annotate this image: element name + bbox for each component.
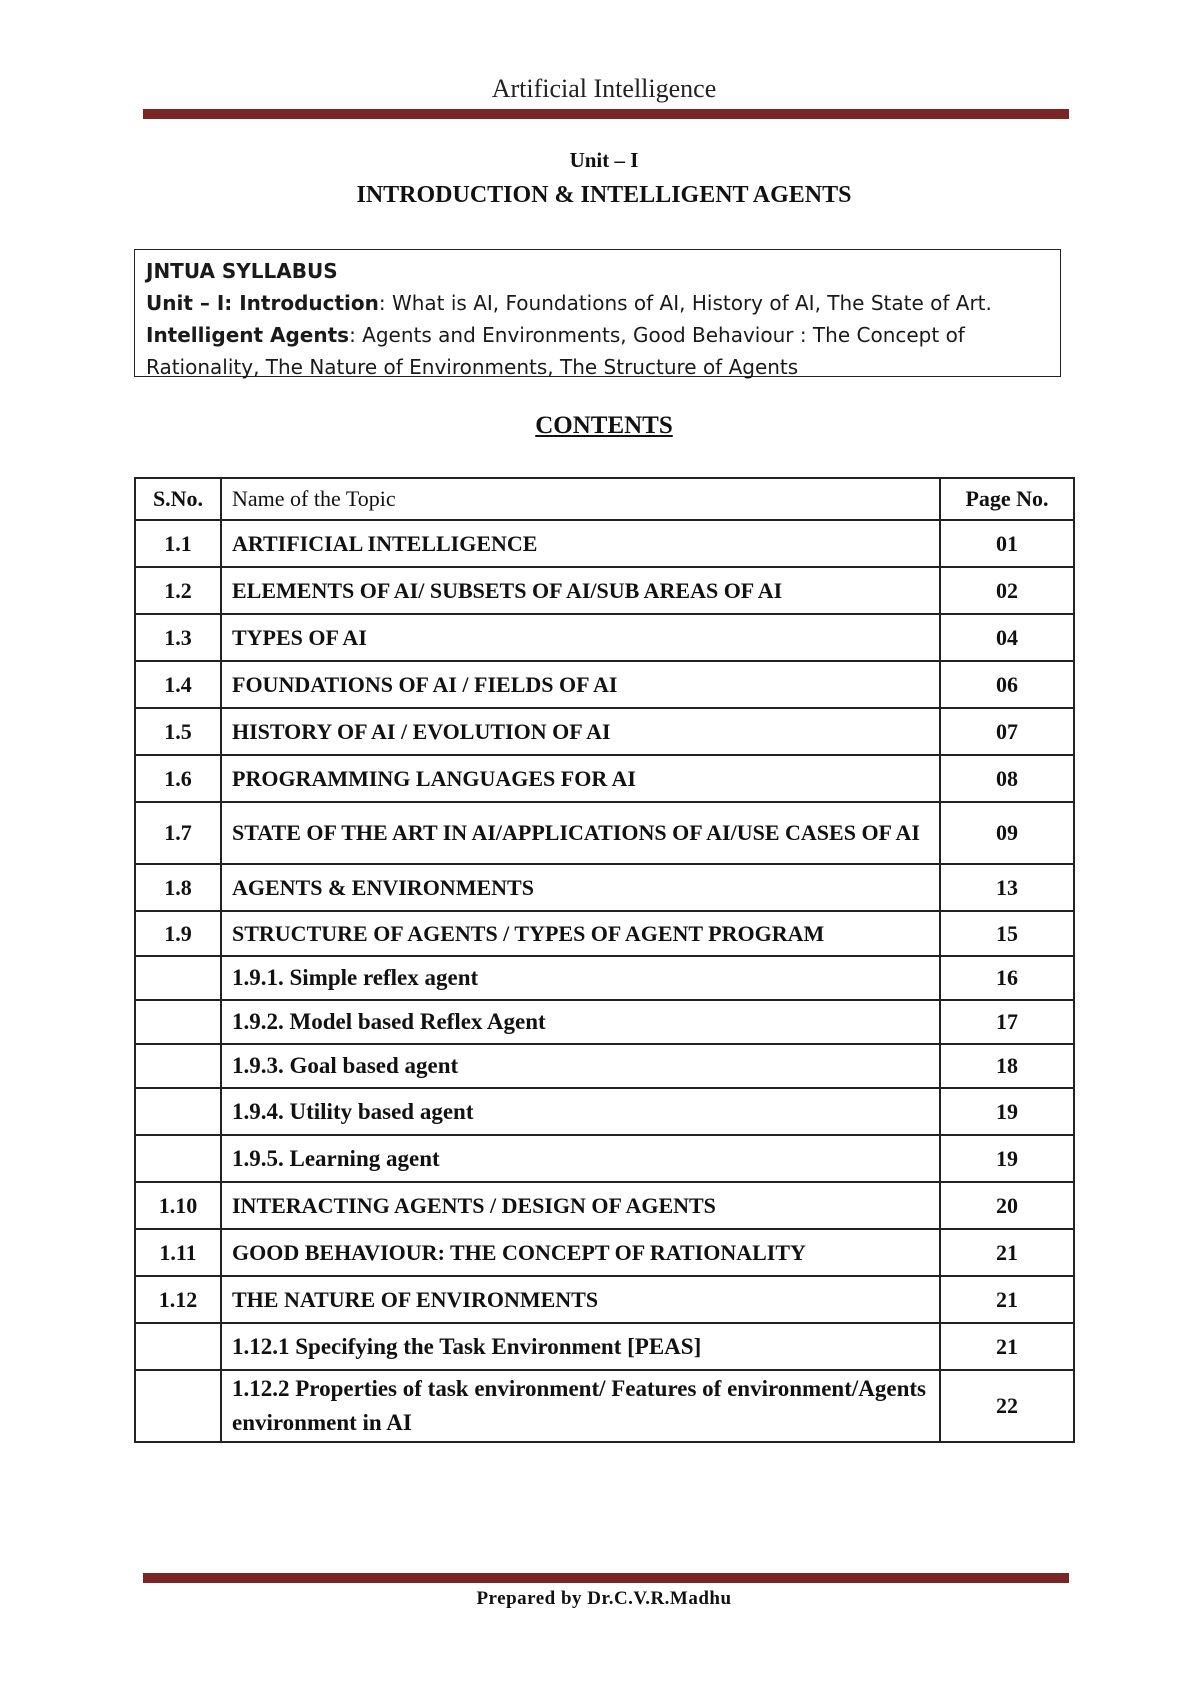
syllabus-unit-label: Unit – I: Introduction	[146, 291, 379, 315]
row-page: 22	[940, 1370, 1074, 1442]
table-row	[135, 567, 1074, 614]
table-row	[135, 1000, 1074, 1044]
row-topic: 1.12.2 Properties of task environment/ Features of environment/Agents environment in AI	[221, 1370, 940, 1442]
row-sno	[135, 956, 221, 1000]
document-header-title: Artificial Intelligence	[491, 74, 717, 103]
table-row	[135, 1182, 1074, 1229]
footer-divider	[143, 1573, 1069, 1583]
row-sno: 1.11	[135, 1229, 221, 1276]
row-page: 17	[940, 1000, 1074, 1044]
row-page: 15	[940, 911, 1074, 956]
column-header-sno: S.No.	[135, 478, 221, 520]
row-sno: 1.7	[135, 802, 221, 864]
header-divider	[143, 109, 1069, 119]
footer-prepared-by: Prepared by Dr.C.V.R.Madhu	[476, 1588, 732, 1609]
row-sno	[135, 1135, 221, 1182]
table-row	[135, 1135, 1074, 1182]
syllabus-unit-text: : What is AI, Foundations of AI, History of AI, The State of Art.	[378, 291, 992, 315]
contents-heading: CONTENTS	[535, 412, 673, 439]
row-page: 01	[940, 520, 1074, 567]
row-sno	[135, 1044, 221, 1088]
row-page: 09	[940, 802, 1074, 864]
table-row	[135, 911, 1074, 956]
unit-label: Unit – I	[569, 148, 639, 172]
row-sno: 1.6	[135, 755, 221, 802]
column-header-page: Page No.	[940, 478, 1074, 520]
table-row	[135, 755, 1074, 802]
row-page: 19	[940, 1088, 1074, 1135]
row-topic: THE NATURE OF ENVIRONMENTS	[221, 1276, 940, 1323]
row-sno: 1.8	[135, 864, 221, 911]
row-topic: HISTORY OF AI / EVOLUTION OF AI	[221, 708, 940, 755]
table-row	[135, 1323, 1074, 1370]
row-sno: 1.10	[135, 1182, 221, 1229]
row-sno	[135, 1370, 221, 1442]
contents-header-row	[135, 478, 1074, 520]
table-row	[135, 661, 1074, 708]
row-page: 02	[940, 567, 1074, 614]
row-topic: 1.9.3. Goal based agent	[221, 1044, 940, 1088]
row-topic: 1.9.1. Simple reflex agent	[221, 956, 940, 1000]
row-topic: PROGRAMMING LANGUAGES FOR AI	[221, 755, 940, 802]
row-topic: GOOD BEHAVIOUR: THE CONCEPT OF RATIONALITY	[221, 1229, 940, 1276]
unit-title: INTRODUCTION & INTELLIGENT AGENTS	[356, 182, 852, 208]
row-page: 21	[940, 1276, 1074, 1323]
row-topic: STRUCTURE OF AGENTS / TYPES OF AGENT PROGRAM	[221, 911, 940, 956]
row-topic: INTERACTING AGENTS / DESIGN OF AGENTS	[221, 1182, 940, 1229]
contents-table	[134, 477, 1075, 1443]
syllabus-heading: JNTUA SYLLABUS	[146, 259, 338, 283]
row-sno	[135, 1323, 221, 1370]
table-row	[135, 708, 1074, 755]
table-row	[135, 614, 1074, 661]
row-topic: ELEMENTS OF AI/ SUBSETS OF AI/SUB AREAS OF AI	[221, 567, 940, 614]
syllabus-agents-text-continued: Rationality, The Nature of Environments, The Structure of Agents	[146, 355, 799, 379]
row-sno: 1.1	[135, 520, 221, 567]
row-sno: 1.9	[135, 911, 221, 956]
row-page: 16	[940, 956, 1074, 1000]
row-sno: 1.5	[135, 708, 221, 755]
row-topic: 1.9.4. Utility based agent	[221, 1088, 940, 1135]
row-topic: STATE OF THE ART IN AI/APPLICATIONS OF AI/USE CASES OF AI	[221, 802, 940, 864]
row-topic: FOUNDATIONS OF AI / FIELDS OF AI	[221, 661, 940, 708]
row-page: 06	[940, 661, 1074, 708]
row-page: 13	[940, 864, 1074, 911]
row-page: 18	[940, 1044, 1074, 1088]
row-sno	[135, 1000, 221, 1044]
column-header-topic: Name of the Topic	[221, 478, 940, 520]
syllabus-agents-label: Intelligent Agents	[146, 323, 350, 347]
row-page: 07	[940, 708, 1074, 755]
table-row	[135, 1229, 1074, 1276]
row-topic: 1.12.1 Specifying the Task Environment [PEAS]	[221, 1323, 940, 1370]
table-row	[135, 1276, 1074, 1323]
row-page: 21	[940, 1229, 1074, 1276]
table-row	[135, 1044, 1074, 1088]
row-topic: ARTIFICIAL INTELLIGENCE	[221, 520, 940, 567]
row-topic: AGENTS & ENVIRONMENTS	[221, 864, 940, 911]
table-row	[135, 956, 1074, 1000]
syllabus-box	[134, 249, 1061, 377]
table-row	[135, 1088, 1074, 1135]
syllabus-agents-text: : Agents and Environments, Good Behaviour : The Concept of	[349, 323, 965, 347]
row-page: 08	[940, 755, 1074, 802]
row-page: 04	[940, 614, 1074, 661]
row-sno	[135, 1088, 221, 1135]
row-sno: 1.12	[135, 1276, 221, 1323]
row-topic: TYPES OF AI	[221, 614, 940, 661]
row-page: 19	[940, 1135, 1074, 1182]
row-sno: 1.3	[135, 614, 221, 661]
row-sno: 1.4	[135, 661, 221, 708]
table-row	[135, 864, 1074, 911]
table-row	[135, 802, 1074, 864]
row-sno: 1.2	[135, 567, 221, 614]
row-page: 21	[940, 1323, 1074, 1370]
row-topic: 1.9.2. Model based Reflex Agent	[221, 1000, 940, 1044]
row-topic: 1.9.5. Learning agent	[221, 1135, 940, 1182]
table-row	[135, 520, 1074, 567]
row-page: 20	[940, 1182, 1074, 1229]
table-row	[135, 1370, 1074, 1442]
